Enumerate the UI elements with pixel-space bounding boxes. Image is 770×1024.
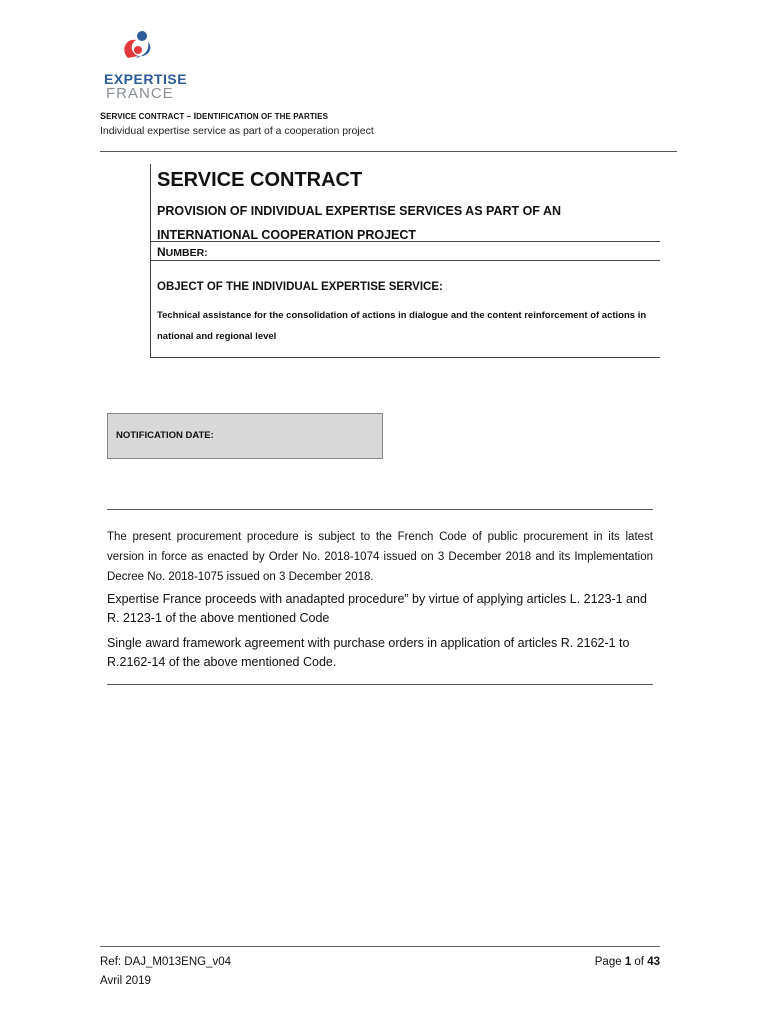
page-current: 1 — [624, 956, 632, 968]
header-title-rest1: ERVICE CONTRACT — [106, 112, 185, 121]
footer-ref: Ref: DAJ_M013ENG_v04 — [100, 956, 232, 968]
number-top-rule — [150, 241, 660, 242]
logo-mark-icon — [118, 28, 158, 68]
header-title-s: S — [100, 111, 107, 121]
number-label-rest: UMBER: — [165, 247, 208, 259]
notification-date-label: NOTIFICATION DATE: — [116, 430, 214, 441]
page-total: 43 — [647, 956, 660, 968]
page-number — [595, 956, 660, 968]
number-bottom-rule — [150, 260, 660, 261]
box-bottom-rule — [150, 357, 660, 358]
procedure-top-rule — [107, 509, 653, 510]
page-of: of — [631, 956, 648, 968]
procedure-paragraph: Expertise France proceeds with anadapted procedure” by virtue of applying articles L. 2123-1 and R. 2123-1 of the above mentioned Code — [107, 592, 647, 625]
box-left-border — [150, 164, 151, 358]
header-title-rest2: DENTIFICATION OF THE PARTIES — [196, 112, 329, 121]
contract-title: SERVICE CONTRACT — [157, 169, 363, 191]
header-title — [100, 111, 328, 121]
procurement-paragraph: The present procurement procedure is subject to the French Code of public procurement in its latest version in force as enacted by Order No. 2018-1074 issued on 3 December 2018 and its Implementation Decree No. 2018-1075 issued on 3 December 2018. — [107, 531, 653, 583]
contract-number-label — [157, 245, 208, 259]
footer-date: Avril 2019 — [100, 975, 151, 987]
header-title-dash: – — [184, 112, 194, 121]
contract-subtitle: PROVISION OF INDIVIDUAL EXPERTISE SERVICES AS PART OF AN INTERNATIONAL COOPERATION PROJECT — [157, 204, 561, 242]
number-label-n: N — [157, 245, 166, 259]
logo-text-expertise: EXPERTISE — [104, 71, 188, 87]
framework-paragraph: Single award framework agreement with purchase orders in application of articles R. 2162-1 to R.2162-14 of the above mentioned Code. — [107, 636, 630, 669]
notification-date-box — [107, 413, 383, 459]
procedure-bottom-rule — [107, 684, 653, 685]
page-word: Page — [594, 956, 625, 968]
header-divider — [100, 151, 677, 152]
expertise-france-logo — [100, 28, 188, 102]
object-description: Technical assistance for the consolidation of actions in dialogue and the content reinforcement of actions in national and regional level — [157, 310, 647, 342]
footer-divider — [100, 946, 660, 947]
header-subtitle: Individual expertise service as part of a cooperation project — [100, 125, 374, 137]
logo-text-france: FRANCE — [106, 85, 174, 102]
header-title-i: I — [193, 111, 197, 121]
object-label: OBJECT OF THE INDIVIDUAL EXPERTISE SERVICE: — [157, 281, 443, 293]
contract-box — [150, 164, 660, 358]
